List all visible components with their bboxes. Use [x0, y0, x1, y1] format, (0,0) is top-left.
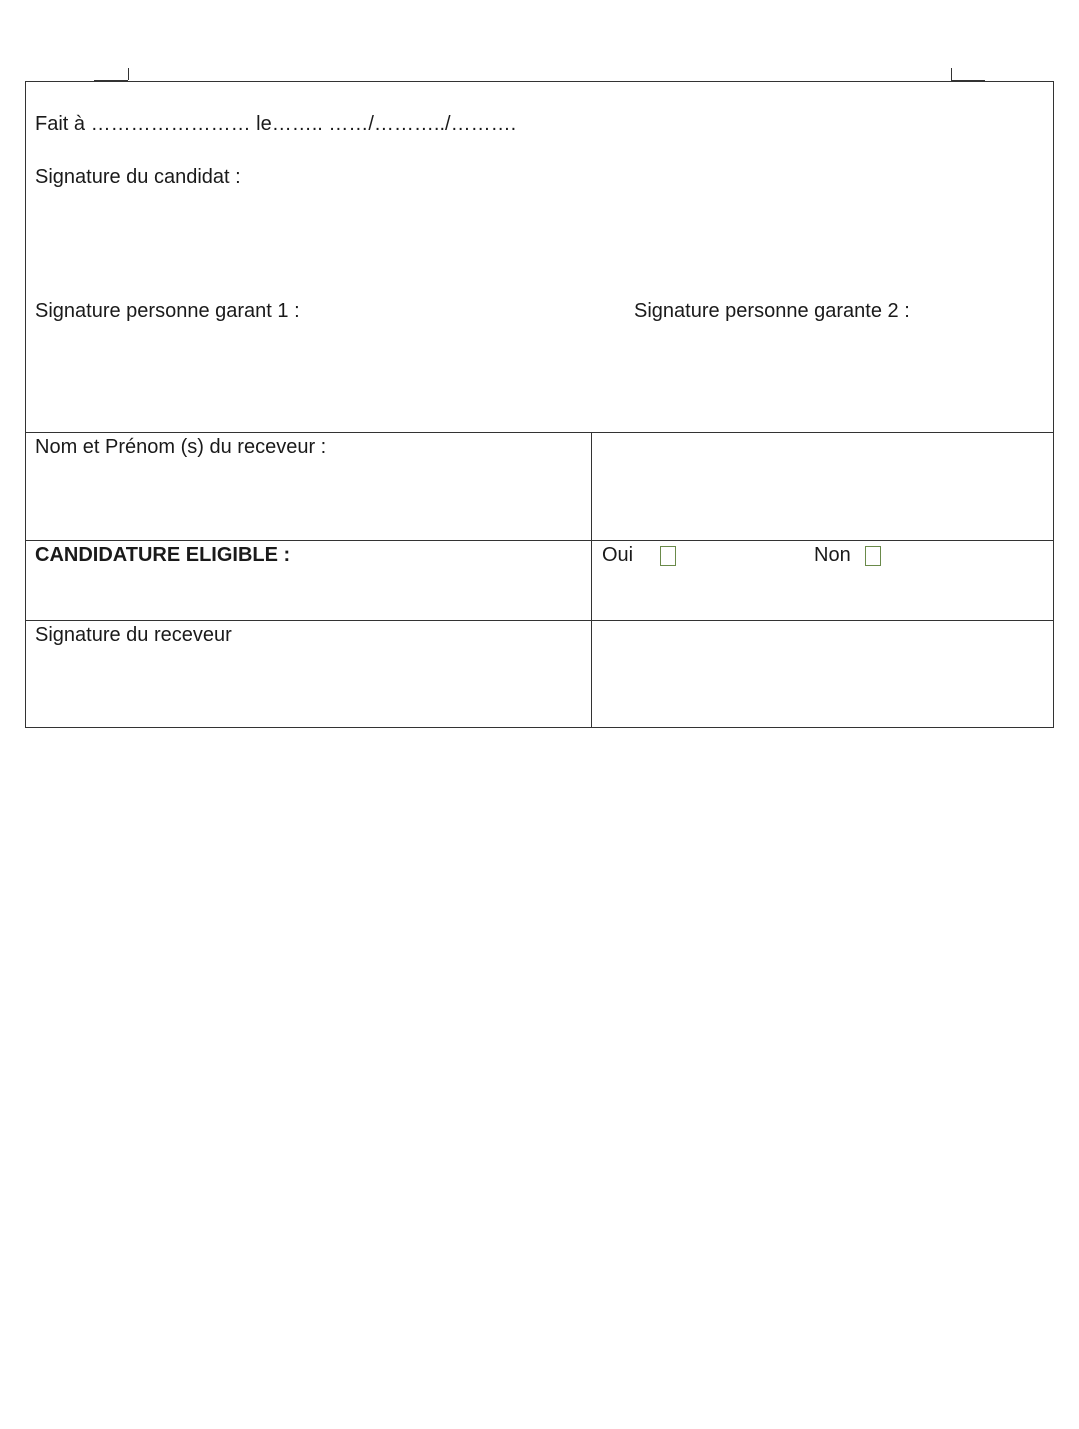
option-no-label: Non — [814, 544, 851, 566]
table-cell — [26, 541, 592, 620]
option-yes-label: Oui — [602, 544, 634, 566]
receiver-name-field[interactable] — [592, 433, 1053, 540]
signature-form — [25, 81, 1054, 728]
option-no-checkbox[interactable] — [865, 546, 881, 566]
option-yes-checkbox[interactable] — [660, 546, 676, 566]
guarantor-1-signature-label: Signature personne garant 1 : — [35, 300, 300, 322]
receiver-signature-label: Signature du receveur — [35, 624, 232, 646]
signature-block — [26, 82, 1053, 433]
guarantor-2-signature-label: Signature personne garante 2 : — [634, 300, 910, 322]
receiver-name-label: Nom et Prénom (s) du receveur : — [35, 436, 327, 458]
place-date-line[interactable]: Fait à …………………… le…….. ……/………../………. — [35, 113, 517, 135]
receiver-signature-field[interactable] — [592, 621, 1053, 727]
crop-mark — [128, 68, 129, 80]
table-cell — [26, 433, 592, 540]
candidate-signature-label: Signature du candidat : — [35, 166, 241, 188]
table-row — [26, 541, 1053, 621]
table-row — [26, 621, 1053, 727]
table-row — [26, 433, 1053, 541]
eligibility-options — [592, 541, 1053, 620]
crop-mark — [951, 68, 952, 80]
table-cell — [26, 621, 592, 727]
eligible-label: CANDIDATURE ELIGIBLE : — [35, 544, 291, 566]
